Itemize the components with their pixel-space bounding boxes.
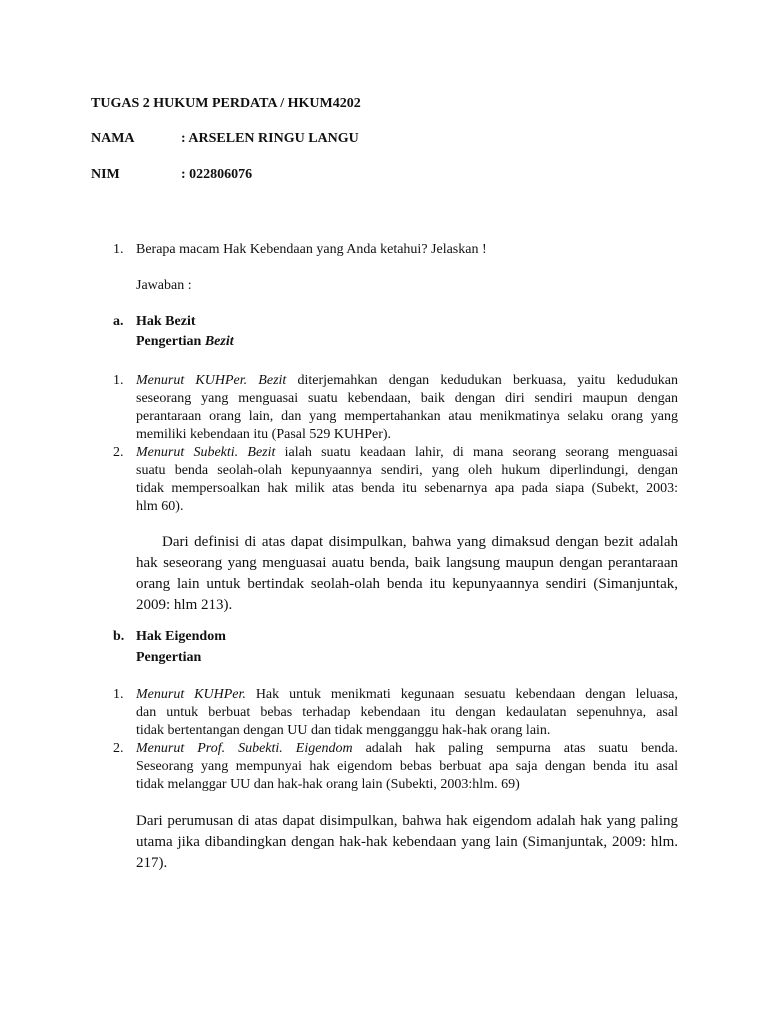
list-item-line: Seseorang yang mempunyai hak eigendom bebas berbuat apa saja dengan benda itu asal	[136, 759, 678, 774]
italic-lead: Menurut KUHPer.	[136, 687, 246, 702]
nama-value: : ARSELEN RINGU LANGU	[181, 131, 359, 146]
section-b-letter: b.	[113, 629, 125, 644]
nim-value: : 022806076	[181, 167, 253, 182]
list-item-number: 2.	[113, 741, 124, 756]
line-text: diterjemahkan dengan kedudukan berkuasa, yaitu kedudukan	[286, 373, 678, 388]
list-item-line: tidak bertentangan dengan UU dan tidak mengganggu hak-hak orang lain.	[136, 723, 551, 738]
conclusion-line: orang lain untuk bertindak seolah-olah benda itu kepunyaannya sendiri (Simanjuntak,	[136, 576, 678, 592]
list-item-line: hlm 60).	[136, 499, 184, 514]
section-a-heading: Hak Bezit	[136, 314, 196, 329]
list-item-number: 1.	[113, 373, 124, 388]
list-item-line: dan untuk berbuat bebas terhadap kebendaan itu dengan kedaulatan sepenuhnya, asal	[136, 705, 678, 720]
italic-lead: Menurut Subekti. Bezit	[136, 445, 276, 460]
conclusion-line: 2009: hlm 213).	[136, 597, 233, 613]
line-text: ialah suatu keadaan lahir, di mana seorang seorang menguasai	[275, 445, 678, 460]
list-item-line: tidak mempersoalkan hak milik atas benda itu sebenarnya apa pada siapa (Subekt, 2003:	[136, 481, 678, 496]
nim-label: NIM	[91, 167, 120, 182]
subheading-italic: Bezit	[204, 334, 234, 349]
conclusion-line: hak seseorang yang menguasai auatu benda, baik langsung maupun dengan perantaraan	[136, 555, 678, 571]
line-text: Hak untuk menikmati kegunaan sesuatu kebendaan dengan leluasa,	[245, 687, 678, 702]
italic-lead: Menurut Prof. Subekti. Eigendom	[136, 741, 353, 756]
conclusion-line: 217).	[136, 855, 168, 871]
list-item-line	[136, 372, 678, 390]
list-item-line: seseorang yang menguasai suatu kebendaan, baik dengan diri sendiri maupun dengan	[136, 391, 678, 406]
list-item-line: memiliki kebendaan itu (Pasal 529 KUHPer).	[136, 427, 392, 442]
nama-label: NAMA	[91, 131, 135, 146]
line-text: adalah hak paling sempurna atas suatu benda.	[352, 741, 678, 756]
section-a-subheading	[136, 333, 234, 351]
answer-label: Jawaban :	[136, 278, 192, 293]
doc-title: TUGAS 2 HUKUM PERDATA / HKUM4202	[91, 96, 361, 111]
list-item-line: suatu benda seolah-olah kepunyaannya sendiri, yang oleh hukum diperlindungi, dengan	[136, 463, 678, 478]
italic-lead: Menurut KUHPer. Bezit	[136, 373, 287, 388]
conclusion-line: utama jika dibandingkan dengan hak-hak kebendaan yang lain (Simanjuntak, 2009: hlm.	[136, 834, 678, 850]
list-item-number: 1.	[113, 687, 124, 702]
section-b-heading: Hak Eigendom	[136, 629, 226, 644]
conclusion-line: Dari perumusan di atas dapat disimpulkan, bahwa hak eigendom adalah hak yang paling	[136, 813, 678, 829]
list-item-line	[136, 686, 678, 704]
list-item-number: 2.	[113, 445, 124, 460]
list-item-line: perantaraan orang lain, dan yang mempertahankan atau menikmatinya selaku orang yang	[136, 409, 678, 424]
subheading-text: Pengertian	[136, 334, 205, 349]
section-b-subheading: Pengertian	[136, 650, 202, 665]
list-item-line: tidak melanggar UU dan hak-hak orang lain (Subekti, 2003:hlm. 69)	[136, 777, 520, 792]
section-a-letter: a.	[113, 314, 124, 329]
question-number: 1.	[113, 242, 124, 257]
list-item-line	[136, 740, 678, 758]
list-item-line	[136, 444, 678, 462]
question-text: Berapa macam Hak Kebendaan yang Anda ketahui? Jelaskan !	[136, 242, 487, 257]
conclusion-line: Dari definisi di atas dapat disimpulkan, bahwa yang dimaksud dengan bezit adalah	[162, 534, 678, 550]
